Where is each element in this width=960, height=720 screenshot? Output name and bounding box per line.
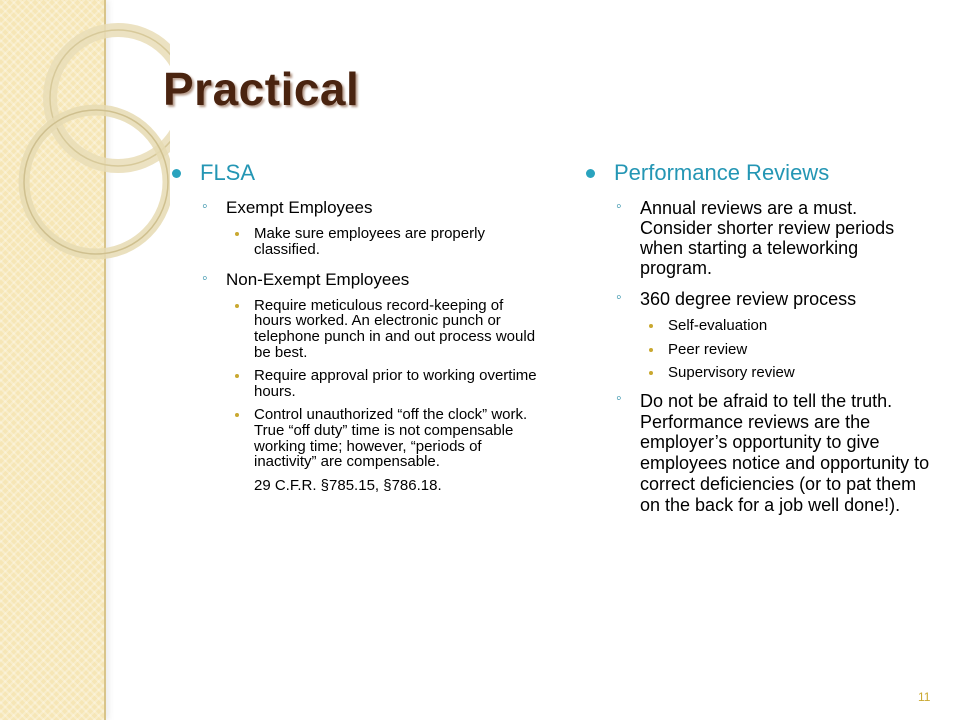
truth-item: ◦ Do not be afraid to tell the truth. Performance reviews are the employer’s opportunity to give employees notice and opportunity to correct deficiencies (or to pat them on the back for a job well done!). xyxy=(584,391,930,515)
citation: 29 C.F.R. §785.15, §786.18. xyxy=(254,476,442,494)
list-item: Require meticulous record-keeping of hours worked. An electronic punch or telephone punch in and out process would be best. xyxy=(170,298,540,360)
list-item: Peer review xyxy=(584,342,930,358)
slide-title: Practical xyxy=(163,63,360,115)
list-item: Require approval prior to working overtime hours. xyxy=(170,368,540,399)
right-column xyxy=(584,160,930,523)
review-process-label: ◦ 360 degree review process xyxy=(584,290,930,310)
list-item: Control unauthorized “off the clock” work. True “off duty” time is not compensable working time; however, “periods of inactivity” are compensable. xyxy=(170,407,540,469)
page-number: 11 xyxy=(918,690,931,704)
list-item: Supervisory review xyxy=(584,365,930,381)
right-heading: Performance Reviews xyxy=(584,160,930,185)
left-column xyxy=(170,160,540,494)
list-item: Make sure employees are properly classified. xyxy=(170,226,540,257)
exempt-employees-label: ◦ Exempt Employees xyxy=(170,199,540,218)
non-exempt-employees-label: ◦ Non-Exempt Employees xyxy=(170,271,540,290)
decorative-rings xyxy=(0,0,170,340)
left-heading: FLSA xyxy=(170,160,540,185)
list-item: Self-evaluation xyxy=(584,318,930,334)
annual-reviews-item: ◦ Annual reviews are a must. Consider shorter review periods when starting a teleworking program. xyxy=(584,199,930,278)
